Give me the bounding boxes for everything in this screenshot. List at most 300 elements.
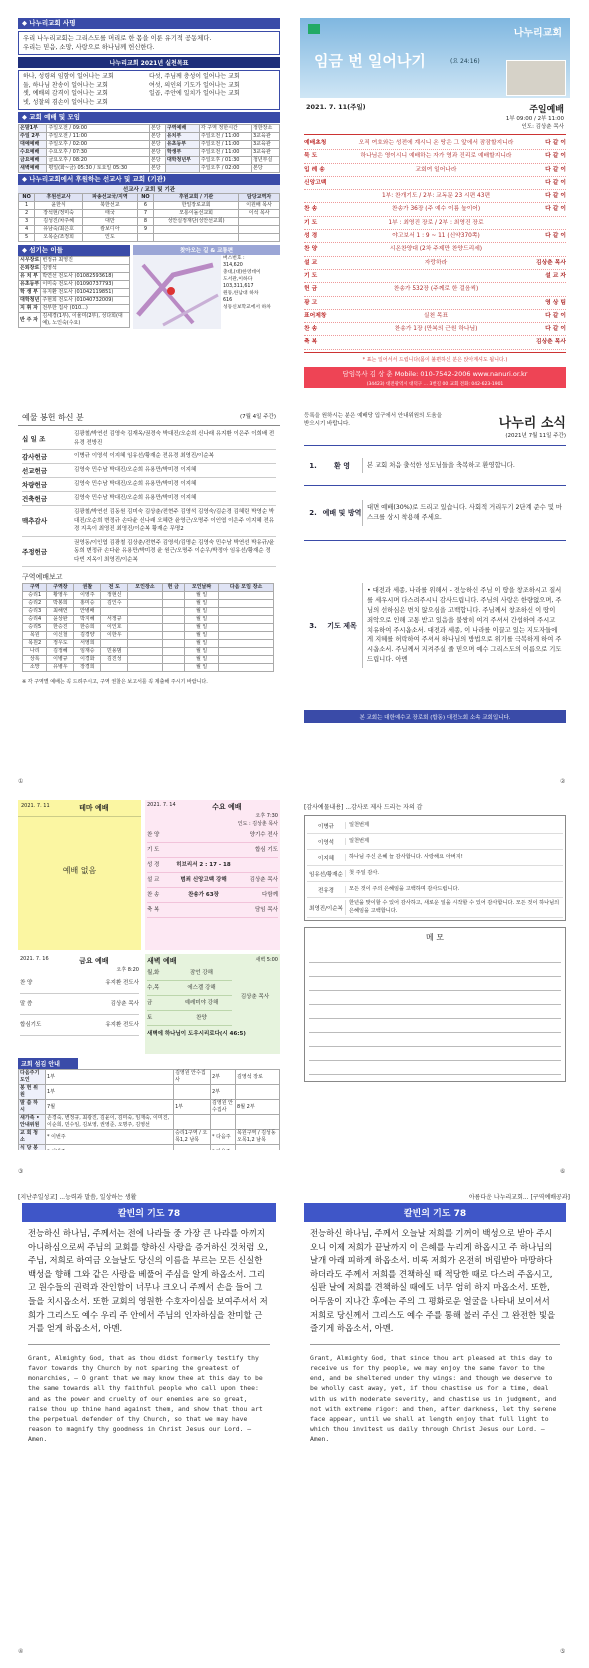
offering-row — [22, 506, 276, 537]
order-content: 실천 목표 — [423, 312, 449, 319]
order-content: 오직 여호와는 성전에 계시니 온 땅은 그 앞에서 잠잠할지니라 — [358, 140, 514, 146]
serve-role: 시무장로 — [20, 257, 40, 263]
dawn-service-box — [145, 954, 280, 1054]
report-cell: 윤상완 — [47, 616, 74, 624]
serve-guide-cell — [174, 1115, 211, 1130]
thanks-name: 최영진/이순복 — [309, 905, 343, 912]
ministry-cell: 주일 2부 — [19, 133, 47, 141]
serve-role: 학 생 부 — [19, 289, 41, 297]
ministry-cell: 주일오후 / 01:30 — [199, 157, 251, 165]
thanks-head: [감사예물내용] ...감사로 제사 드리는 자의 감 — [304, 804, 423, 811]
serve-guide-cell: 7월 — [46, 1100, 174, 1115]
report-cell: 목원 — [23, 632, 47, 640]
memo-line — [309, 1019, 561, 1033]
order-row — [304, 243, 566, 256]
order-leader: 다 같 이 — [545, 153, 566, 160]
goal-item: 일곱, 주안에 일치가 일어나는 교회 — [149, 90, 240, 97]
report-cell — [162, 656, 184, 664]
vision-box — [18, 31, 280, 55]
report-cell: 상록 — [23, 656, 47, 664]
order-leader: 다 같 이 — [545, 140, 566, 146]
serve-row — [19, 281, 130, 289]
report-col-header: 구역장 — [47, 584, 74, 592]
page-number: ④ — [18, 1648, 24, 1655]
order-content — [354, 336, 518, 348]
serve-guide-cell: 교 회 청 소 — [19, 1130, 46, 1145]
report-cell: 월 일 — [184, 656, 218, 664]
order-content: 찬송가 1장 (만복의 근원 하나님) — [394, 326, 478, 333]
news-intro: 등록을 원하시는 분은 예배당 입구에서 안내위원의 도움을 받으시기 바랍니다. — [304, 413, 443, 427]
report-cell — [162, 648, 184, 656]
fri-cell: 합심기도 — [20, 1022, 42, 1028]
bus-info: 도서관,이하다 — [223, 277, 253, 282]
goal-item: 하나, 성령의 임함이 일어나는 교회 — [23, 73, 114, 80]
memo-line — [309, 977, 561, 991]
report-col-header: 전 도 — [101, 584, 128, 592]
ministry-cell: 본당 — [149, 149, 165, 157]
order-content: 시온찬양대 (2차 주제만 찬양드리세) — [389, 246, 483, 253]
page-number: ② — [560, 778, 566, 785]
thanks-name: 이병규 — [318, 823, 334, 830]
order-item: 찬 송 — [304, 326, 318, 333]
wed-row — [147, 888, 278, 903]
mission-cell — [137, 234, 153, 242]
report-row — [23, 664, 274, 672]
news-week: (2021년 7월 11일 주간) — [505, 433, 566, 439]
ministry-row — [19, 165, 280, 173]
serve-guide-row — [19, 1100, 280, 1115]
order-row — [304, 336, 566, 349]
news-number: 1. — [309, 461, 317, 470]
serve-table — [18, 256, 130, 328]
order-row — [304, 164, 566, 177]
ministry-cell: 온말1부 — [19, 125, 47, 133]
order-row — [304, 230, 566, 243]
serve-guide-cell — [211, 1115, 236, 1130]
memo-box — [304, 927, 566, 1082]
serve-row — [19, 313, 130, 328]
ministry-cell: 구역예배 — [165, 125, 199, 133]
wed-cell: 김상춘 목사 — [249, 877, 278, 883]
dawn-cell: 수,목 — [147, 985, 160, 991]
report-cell: 유병우 — [47, 664, 74, 672]
mission-cell: 윤한식 — [35, 202, 83, 210]
memo-title: 메 모 — [426, 933, 444, 942]
report-cell: 월 일 — [184, 616, 218, 624]
dawn-verse: 새벽에 하나님이 도우시리로다(시 46:5) — [147, 1031, 246, 1037]
report-row — [23, 624, 274, 632]
offering-type: 십 일 조 — [22, 435, 46, 443]
order-leader: 다 같 이 — [545, 193, 566, 200]
wed-date: 2021. 7. 14 — [147, 802, 176, 808]
serve-guide-cell — [236, 1115, 280, 1130]
fri-title: 금요 예배 — [79, 957, 109, 965]
order-content: 1부 : 최영진 장로 / 2부 : 최영진 장로 — [388, 219, 484, 226]
report-cell — [219, 608, 274, 616]
report-cell — [219, 648, 274, 656]
dawn-time: 새벽 5:00 — [255, 957, 278, 963]
news-item — [304, 541, 566, 711]
order-item: 묵 도 — [304, 153, 318, 160]
mission-row — [19, 226, 280, 234]
offering-row — [22, 492, 276, 506]
memo-line — [309, 1047, 561, 1061]
order-leader — [518, 243, 566, 255]
order-leader: 김상춘 목사 — [535, 259, 566, 266]
offering-row — [22, 450, 276, 464]
report-cell: 정우도 — [47, 640, 74, 648]
serve-guide-cell — [211, 1145, 236, 1151]
report-cell: 이병규 — [47, 656, 74, 664]
thanks-row — [307, 850, 563, 866]
ministry-cell: 3교육관 — [251, 133, 279, 141]
report-cell — [101, 640, 128, 648]
mission-cell: 태국 — [82, 210, 137, 218]
order-content — [354, 297, 518, 309]
order-row — [304, 150, 566, 163]
news-body: 대면 예배(30%)로 드리고 있습니다. 사회적 거리두기 2단계 준수 및 마스크를 상시 착용해 주세요. — [362, 500, 566, 526]
serve-row — [19, 297, 130, 305]
report-cell — [128, 608, 162, 616]
bus-info: 성동신보학교에서 하차 — [223, 305, 271, 310]
order-content: 1부: 찬개기도 / 2부: 교독문 23 시편 43편 — [381, 193, 491, 200]
offering-names: 김광철/박연선 김동원 김미숙 김상춘/전현주 김영석 김영숙/김순경 김혜린 박영순 박대진/오순희 변정규 손다윤 신나래 오혜란 윤영근/오명주 이인엽 이은주 이지혜 전유경 지옥이 최영진 최영진/이순복 황재순 무명2 — [74, 509, 275, 532]
mission-cell: 9 — [137, 226, 153, 234]
dawn-cell: 토 — [147, 1015, 153, 1021]
fri-row — [20, 1015, 139, 1036]
serve-title: ◆ 섬기는 이들 — [18, 245, 130, 256]
mission-cell: 캄보디아 — [82, 226, 137, 234]
wed-cell: 양기수 전사 — [249, 832, 278, 838]
report-cell — [128, 600, 162, 608]
ministry-cell: 주일오전 / 11:00 — [199, 149, 251, 157]
order-content: 자랑하라 — [424, 259, 448, 266]
map-title: 찾아오는 길 & 교통편 — [133, 245, 280, 255]
report-cell — [128, 592, 162, 600]
ministry-cell: 본당 — [251, 165, 279, 173]
ministry-cell: 본당 — [149, 141, 165, 149]
report-cell: 승리1 — [23, 592, 47, 600]
report-cell: 나리 — [23, 648, 47, 656]
report-cell: 월 일 — [184, 608, 218, 616]
order-content: 찬송가 532장 (주께로 한 걸음씩) — [393, 286, 479, 293]
serve-name: 유지환 전도사 (01042119851) — [41, 289, 130, 297]
mission-cell: 3 — [19, 218, 35, 226]
fri-cell: 찬 양 — [20, 980, 33, 986]
pastor-footer: 담임목사 김 상 춘 Mobile: 010-7542-2006 www.nanuri.or.kr — [304, 367, 566, 380]
report-row — [23, 656, 274, 664]
report-cell: 한승희 — [74, 624, 101, 632]
wed-cell — [232, 858, 278, 872]
ministry-cell: 정한장소 — [251, 125, 279, 133]
serve-guide-cell — [174, 1085, 211, 1100]
serve-guide-cell: 김영원 안수집사 — [174, 1070, 211, 1085]
news-item — [304, 446, 566, 486]
report-row — [23, 640, 274, 648]
goal-item: 여섯, 의인의 기도가 일어나는 교회 — [149, 81, 240, 89]
report-cell: 승리2 — [23, 600, 47, 608]
memo-line — [309, 963, 561, 977]
report-cell — [128, 664, 162, 672]
order-item: 성 경 — [304, 233, 318, 240]
report-cell: 이한우 — [101, 632, 128, 640]
order-leader: 다 같 이 — [545, 233, 566, 240]
mission-row — [19, 234, 280, 242]
fri-cell: 유지환 전도사 — [105, 1022, 139, 1028]
thanks-content: 모든 것이 주의 은혜임을 고백하며 감사드립니다. — [345, 886, 563, 894]
ministry-cell: 3교육관 — [251, 141, 279, 149]
mission-col-header: NO — [137, 194, 153, 202]
order-item: 축 복 — [304, 339, 318, 346]
offering-type: 주정헌금 — [22, 547, 48, 556]
fri-cell: 말 씀 — [20, 1001, 33, 1007]
offering-type: 차량헌금 — [22, 481, 48, 489]
fri-cell: 김상춘 목사 — [110, 1001, 139, 1007]
service-leader: 인도: 김상춘 목사 — [521, 124, 564, 130]
serve-guide-row — [19, 1115, 280, 1130]
theme-body: 예배 없음 — [62, 866, 97, 875]
order-item: 신앙고백 — [304, 179, 327, 186]
report-cell — [162, 632, 184, 640]
wed-cell: 축 복 — [147, 907, 160, 913]
goal-item: 다섯, 주님께 충성이 일어나는 교회 — [149, 73, 240, 80]
mission-cell: 한일장로교회 — [154, 202, 239, 210]
news-body: • 대전과 세종, 나라를 위해서 - 전능하신 주님 이 땅을 창조하시고 질서를 세우시며 다스려주시니 감사드립니다. 주님의 사랑은 한량없으며, 주님의 선하심은 변치 않으심을 고백합니다. 주님께서 창조하신 이 땅이 죄악으로 인해 고통 받고 있음을 불쌍히 여겨 주셔서 간섭하여 주시고 치유하여 주시옵소서. 대전과 세종, 이 나라를 이끌고 있는 지도자들에게 지혜를 허락하여 주셔서 하나님의 방법으로 위기를 극복하게 하여 주시옵소서. 주님께서 지켜주실 줄 믿으며 예수 그리스도의 이름으로 기도드립니다. 아멘 — [362, 583, 566, 667]
ministry-cell: 유치부 — [165, 133, 199, 141]
order-leader: 설 교 자 — [545, 272, 566, 279]
ministry-cell: 3교육관 — [251, 149, 279, 157]
serve-row — [19, 289, 130, 297]
serve-name: 주현희 전도사 (01040732009) — [41, 297, 130, 305]
wednesday-service-box — [145, 800, 280, 950]
serve-name: 변정규 최영진 — [41, 257, 130, 265]
vision-title: ◆ 나누리교회 사명 — [18, 18, 280, 29]
ministry-row — [19, 125, 280, 133]
serve-row — [19, 257, 130, 265]
report-title: 구역예배보고 — [22, 573, 63, 581]
thanks-name: 전유경 — [318, 887, 334, 894]
prayer-right-title: 칼빈의 기도 78 — [304, 1203, 566, 1222]
order-leader: 다 같 이 — [545, 206, 566, 213]
report-row — [23, 608, 274, 616]
wed-row — [147, 858, 278, 873]
vision-line: 우리 나누리교회는 그리스도를 머리로 한 몸을 이룬 유기적 공동체다. — [23, 35, 212, 42]
mission-row — [19, 218, 280, 226]
service-date: 2021. 7. 11(주일) — [306, 103, 366, 111]
serve-guide-cell: 1부 — [174, 1100, 211, 1115]
serve-guide-table — [18, 1069, 280, 1150]
goal-title: 나누리교회 2021년 실천목표 — [18, 57, 280, 68]
offering-row — [22, 537, 276, 568]
mission-cell: 이석 목사 — [239, 210, 280, 218]
report-row — [23, 632, 274, 640]
order-row — [304, 283, 566, 296]
report-cell — [162, 624, 184, 632]
ministry-row — [19, 149, 280, 157]
serve-guide-cell: 손경숙, 변정규, 최광진, 김윤이, 김미숙, 임재숙, 이미진, 이순희, 민수임, 김보영, 권영준, 오명주, 김영선 — [46, 1115, 174, 1130]
mission-col-header: NO — [19, 194, 35, 202]
page-thanks — [300, 800, 570, 1150]
page-prayer-left — [18, 1190, 280, 1630]
news-heading: 환 영 — [334, 461, 350, 470]
mission-table — [18, 193, 280, 242]
prayer-left-korean: 전능하신 하나님, 주께서는 전에 나라들 중 가장 큰 나라를 아끼지 아니하심으로써 주님의 교회를 향하신 사랑을 증거하신 것처럼 오, 주님, 저희로 하여금 오늘날도 당신의 이름을 부르는 모든 신실한 백성을 향해 그와 같은 사랑을 베풀어 주심을 알게 하옵소서. 그리고 원수들의 권력과 잔인함이 너무나 크오니 주께서 손을 들어 그들을 치시옵소서. 또한 교회의 영원한 수호자이심을 보여주셔서 저희가 그리스도 예수 우리 주 안에서 주님의 인자하심을 찬미할 근거를 얻게 하옵소서, 아멘. — [28, 1228, 268, 1334]
wed-time: 오후 7:30 — [255, 813, 278, 819]
ministry-cell: 주일오전 / 11:00 — [47, 133, 149, 141]
report-cell: 김진성 — [101, 656, 128, 664]
ministry-cell: 수요예배 — [19, 149, 47, 157]
serve-guide-cell: * 이번주 — [46, 1130, 174, 1145]
ministry-cell: 유초등부 — [165, 141, 199, 149]
bus-info: 616 — [223, 298, 233, 303]
report-cell: 월 일 — [184, 592, 218, 600]
report-col-header: 모인장소 — [128, 584, 162, 592]
report-row — [23, 592, 274, 600]
wed-cell: 찬 양 — [147, 832, 160, 838]
report-cell: 안병배 — [74, 608, 101, 616]
serve-name: 이미숙 전도사 (01090737793) — [41, 281, 130, 289]
report-cell — [162, 640, 184, 648]
mission-cell: 모롱이돌선교회 — [154, 210, 239, 218]
serve-guide-cell — [236, 1085, 280, 1100]
prayer-left-head: [지난주일성교] ...능력과 말씀, 일상하는 생활 — [18, 1194, 137, 1201]
cover-banner — [300, 18, 570, 98]
bus-info: 버스번호 : — [223, 256, 245, 261]
wed-cell: 성 경 — [147, 862, 160, 868]
mission-row — [19, 210, 280, 218]
order-row — [304, 137, 566, 150]
dawn-row — [147, 981, 232, 996]
ministry-cell: 주일오후 / 02:00 — [199, 165, 251, 173]
report-cell: 정현신 — [101, 592, 128, 600]
report-cell — [101, 664, 128, 672]
news-footer: 본 교회는 대한예수교 장로회 (합동) 대전노회 소속 교회입니다. — [304, 711, 566, 723]
goal-item: 셋, 예배의 감격이 일어나는 교회 — [23, 90, 108, 97]
order-item: 찬 송 — [304, 206, 318, 213]
serve-name: 김세경(1부), 이율미(2부), 성다희(대예), 노인숙(수요) — [41, 313, 130, 328]
news-title: 나누리 소식 — [498, 416, 566, 431]
dawn-title: 새벽 예배 — [147, 957, 177, 965]
offering-row — [22, 428, 276, 450]
report-cell: 김경양 — [74, 632, 101, 640]
serve-guide-row — [19, 1130, 280, 1145]
ministry-cell: 각 구역 정한시간 — [199, 125, 251, 133]
thanks-row — [307, 834, 563, 850]
ministry-cell: 주일오전 / 09:00 — [47, 125, 149, 133]
ministry-cell: 주일오후 / 02:00 — [47, 141, 149, 149]
report-cell — [128, 656, 162, 664]
mission-cell — [239, 226, 280, 234]
report-cell: 월 일 — [184, 624, 218, 632]
order-leader: 다 같 이 — [545, 312, 566, 319]
wed-cell: 기 도 — [147, 847, 160, 853]
report-cell: 월 일 — [184, 632, 218, 640]
thanks-row — [307, 818, 563, 834]
report-cell: 임재승 — [74, 648, 101, 656]
mission-col-header: 파송선교국/지역 — [82, 194, 137, 202]
thanks-content: 일천번제 — [345, 838, 563, 846]
service-time: 1부 09:00 / 2부 11:00 — [505, 116, 564, 122]
wed-cell: 설 교 — [147, 877, 160, 883]
report-cell: 서영희 — [74, 640, 101, 648]
report-cell — [162, 616, 184, 624]
report-cell — [128, 616, 162, 624]
mission-cell: 김성진/차주혜 — [35, 218, 83, 226]
ministry-cell: 본당 — [149, 133, 165, 141]
fri-cell — [50, 973, 97, 993]
order-leader: 다 같 이 — [545, 179, 566, 186]
church-logo: 나누리교회 — [513, 28, 562, 39]
fri-row — [20, 973, 139, 994]
thanks-row — [307, 898, 563, 918]
wed-cell: 담임 목사 — [254, 907, 278, 913]
serve-guide-cell: 김영원 안수집사 — [211, 1100, 236, 1115]
offering-type: 건축헌금 — [22, 495, 48, 503]
ministry-cell: 주일오전 / 11:00 — [199, 133, 251, 141]
serve-row — [19, 265, 130, 273]
serve-guide-cell — [46, 1145, 174, 1151]
report-cell: 박지혜 — [74, 616, 101, 624]
order-item: 표어제창 — [304, 312, 327, 319]
motto: 임금 번 일어나기 — [314, 52, 426, 70]
wed-row — [147, 828, 278, 843]
offering-type: 감사헌금 — [22, 453, 48, 461]
ministry-row — [19, 133, 280, 141]
order-of-worship — [304, 134, 566, 353]
ministry-cell — [165, 165, 199, 173]
thanks-row — [307, 866, 563, 882]
memo-line — [309, 1061, 561, 1075]
wed-title: 수요 예배 — [212, 803, 242, 811]
standing-note: * 표는 일어서서 드립니다(몸이 불편하신 분은 앉아계셔도 됩니다.) — [362, 356, 508, 363]
mission-cell: 인도 — [82, 234, 137, 242]
serve-role: 지 휘 자 — [19, 305, 41, 313]
report-cell: 승리5 — [23, 624, 47, 632]
report-cell: 이신철 — [47, 632, 74, 640]
serve-guide-cell — [174, 1145, 211, 1151]
page-news — [300, 410, 570, 760]
dawn-cell: 에스겔 강해 — [187, 985, 216, 991]
report-cell — [101, 608, 128, 616]
fri-cell — [50, 994, 97, 1014]
wed-cell: 찬 송 — [147, 892, 160, 898]
serve-guide-cell: 봉 헌 위 원 — [19, 1085, 46, 1100]
report-cell: 한승진 — [47, 624, 74, 632]
wed-row — [147, 903, 278, 918]
ministry-cell: 대예예배 — [19, 141, 47, 149]
news-heading: 예배 및 방역 — [322, 509, 362, 517]
report-cell: 최해연 — [47, 608, 74, 616]
ministry-cell: 본당 — [149, 125, 165, 133]
church-building-image — [506, 60, 566, 96]
mission-cell — [154, 234, 239, 242]
order-item: 입 례 송 — [304, 166, 325, 173]
thanks-name: 이영석 — [318, 839, 334, 846]
mission-cell — [239, 218, 280, 226]
theme-service-box — [18, 800, 141, 950]
order-item: 예배초청 — [304, 140, 327, 146]
mission-cell: 4 — [19, 226, 35, 234]
mission-header: 선교사 / 교회 및 기관 — [18, 185, 280, 193]
report-cell: 월 일 — [184, 640, 218, 648]
report-cell — [219, 640, 274, 648]
news-heading: 기도 제목 — [327, 621, 357, 630]
dawn-cell: 찬양 — [196, 1015, 207, 1021]
mission-cell: 북한선교 — [82, 202, 137, 210]
order-item: 설 교 — [304, 259, 318, 266]
page-prayer-right — [300, 1190, 570, 1630]
serve-guide-cell: * 다음주 — [211, 1130, 236, 1145]
